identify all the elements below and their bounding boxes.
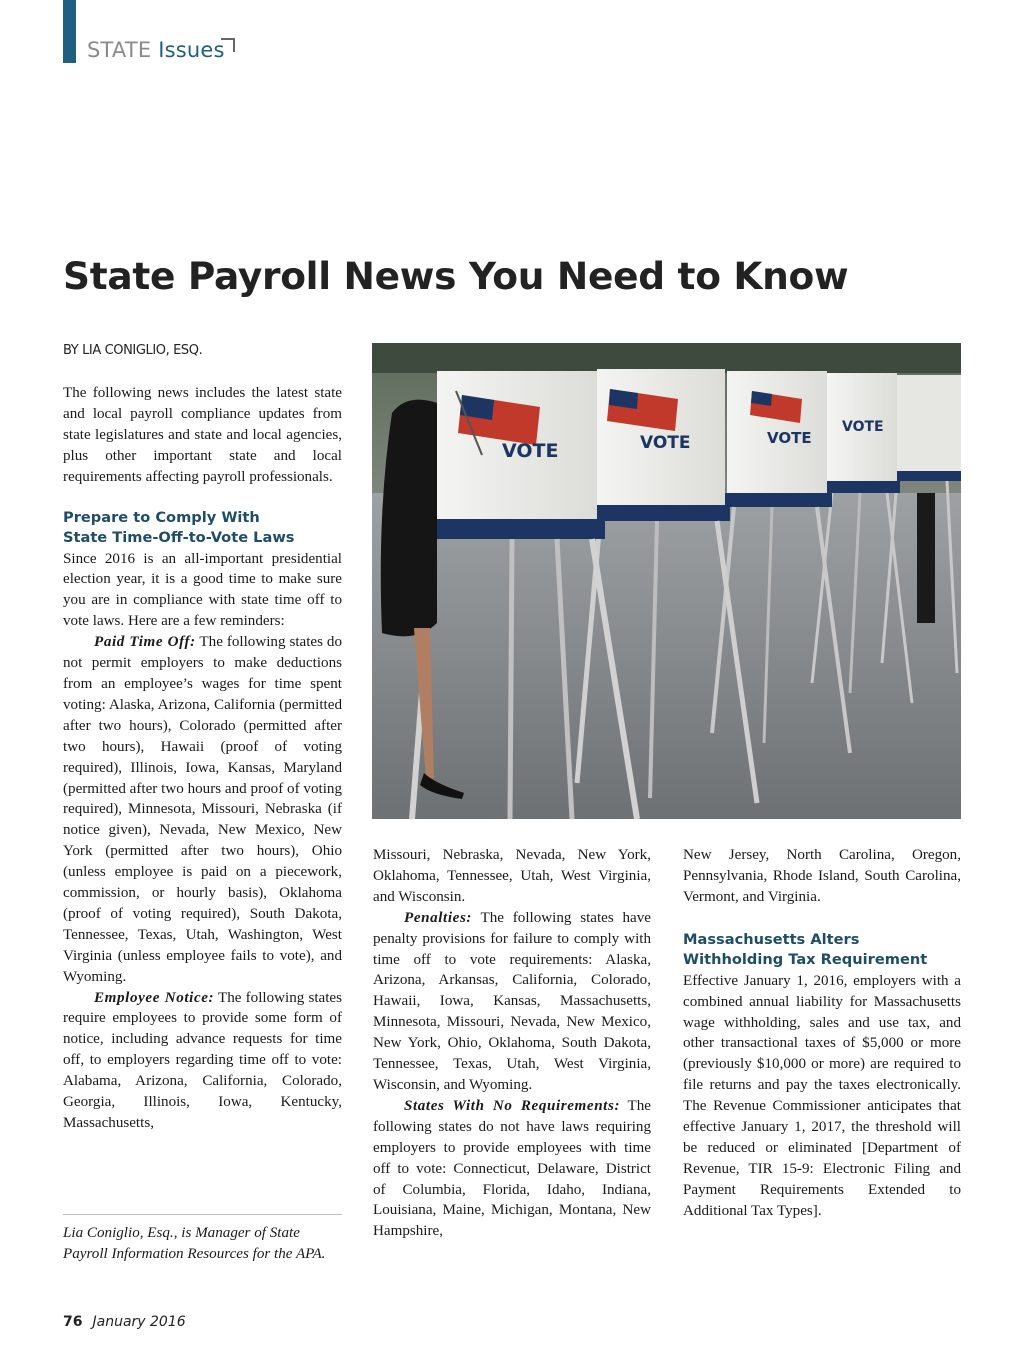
page-number: 76 — [63, 1314, 83, 1330]
employee-notice-paragraph: Employee Notice: The following states require employees to provide some form of notice, including advance requests for time off, to employers regarding time off to vote: Alabama, Arizona, California, Colorado, Georgia, Illinois, Iowa, Kentucky, Massachusetts, — [63, 989, 342, 1131]
section-tag — [63, 0, 243, 63]
svg-text:VOTE: VOTE — [767, 429, 812, 447]
employee-notice-continued: Missouri, Nebraska, Nevada, New York, Oklahoma, Tennessee, Utah, West Virginia, and Wisconsin. — [373, 847, 651, 905]
voting-booths-illustration — [372, 343, 961, 819]
section1-lead: Since 2016 is an all-important presidential election year, it is a good time to make sure you are in compliance with state time off to vote laws. Here are a few reminders: — [63, 550, 342, 630]
svg-text:VOTE: VOTE — [640, 433, 691, 453]
corner-bracket-icon — [221, 38, 235, 52]
byline: BY LIA CONIGLIO, ESQ. — [63, 343, 203, 358]
column-1 — [63, 383, 342, 1134]
author-note: Lia Coniglio, Esq., is Manager of State Payroll Information Resources for the APA. — [63, 1225, 326, 1262]
voting-booths-photo — [372, 343, 961, 819]
page-footer — [63, 1314, 186, 1330]
svg-text:VOTE: VOTE — [842, 419, 884, 435]
author-divider — [63, 1214, 342, 1215]
no-requirements-paragraph: States With No Requirements: The following states do not have laws requiring employers to provide employees with time off to vote: Connecticut, Delaware, District of Columbia, Florida, Idaho, Indiana, Louisiana, Maine, Michigan, Montana, New Hampshire, — [373, 1097, 651, 1240]
no-requirements-continued: New Jersey, North Carolina, Oregon, Pennsylvania, Rhode Island, South Carolina, Vermont, and Virginia. — [683, 847, 961, 905]
issue-date: January 2016 — [92, 1314, 186, 1330]
intro-paragraph: The following news includes the latest state and local payroll compliance updates from state legislatures and state and local agencies, plus other important state and local requirements affecting payroll professionals. — [63, 385, 342, 485]
svg-text:VOTE: VOTE — [502, 440, 559, 462]
section2-paragraph: Effective January 1, 2016, employers with a combined annual liability for Massachusetts wage withholding, sales and use tax, and other transactional taxes of $5,000 or more (previously $10,000 or more) are required to file returns and pay the taxes electronically. The Revenue Commissioner anticipates that effective January 1, 2017, the threshold will be reduced or eliminated [Department of Revenue, TIR 15-9: Electronic Filing and Payment Requirements Extended to Additional Tax Types]. — [683, 972, 961, 1219]
penalties-paragraph: Penalties: The following states have penalty provisions for failure to comply with time off to vote requirements: Alaska, Arizona, Arkansas, California, Colorado, Hawaii, Iowa, Kansas, Massachusetts, Minnesota, Missouri, Nevada, New Mexico, New York, Ohio, Oklahoma, South Dakota, Tennessee, Texas, Utah, West Virginia, Wisconsin, and Wyoming. — [373, 909, 651, 1093]
column-2 — [373, 845, 651, 1242]
section-tag-bar — [63, 0, 76, 63]
column-3 — [683, 845, 961, 1222]
paid-time-off-paragraph: Paid Time Off: The following states do not permit employers to make deductions from an employee’s wages for time spent voting: Alaska, Arizona, California (permitted after two hours), Colorado (permitted after two hours), Hawaii (proof of voting required), Illinois, Iowa, Kansas, Maryland (permitted after two hours and proof of voting required), Minnesota, Missouri, Nebraska (if notice given), Nevada, New Mexico, New York (permitted after two hours), Ohio (unless employee is paid on a piecework, commission, or hourly basis), Oklahoma (proof of voting required), South Dakota, Tennessee, Texas, Utah, Washington, West Virginia (unless employee fails to vote), and Wyoming. — [63, 634, 342, 985]
headline: State Payroll News You Need to Know — [63, 254, 849, 298]
section1-heading: Prepare to Comply With State Time-Off-to-Vote Laws — [63, 508, 295, 547]
section2-heading: Massachusetts Alters Withholding Tax Requirement — [683, 930, 928, 969]
section-label: STATE Issues — [87, 38, 225, 62]
